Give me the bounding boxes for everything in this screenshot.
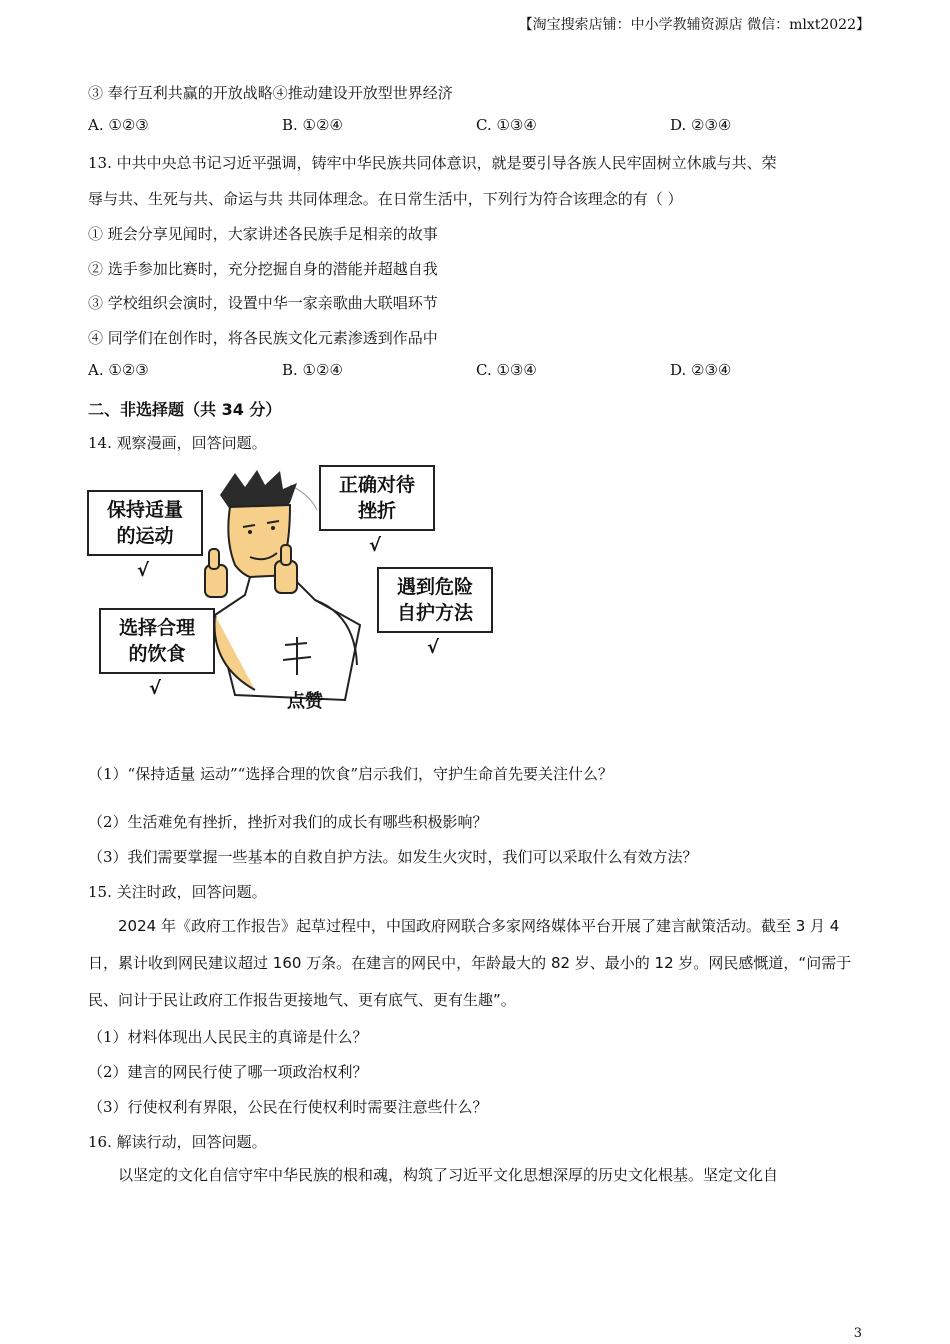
- q15-material: 2024 年《政府工作报告》起草过程中，中国政府网联合多家网络媒体平台开展了建言献策活动。截至 3 月 4 日，累计收到网民建议超过 160 万条。在建言的网民中，年龄最大的 82 岁、最小的 12 岁。网民感慨道，“问需于民、问计于民让政府工作报告更接地气、更有底气、更有生趣”。: [88, 917, 852, 1009]
- q16-material: 以坚定的文化自信守牢中华民族的根和魂，构筑了习近平文化思想深厚的历史文化根基。坚定文化自: [118, 1166, 779, 1184]
- q13-options: [88, 361, 868, 379]
- q15-question-1: （1）材料体现出人民民主的真谛是什么？: [88, 1028, 368, 1046]
- check-mark-3: √: [427, 637, 440, 658]
- page-header: 【淘宝搜索店铺：中小学教辅资源店 微信：mlxt2022】: [518, 17, 870, 33]
- q12-item-cont: ③ 奉行互利共赢的开放战略④推动建设开放型世界经济: [88, 84, 453, 102]
- q13-stem-line2: 辱与共、生死与共、命运与共 共同体理念。在日常生活中，下列行为符合该理念的有（ ）: [88, 190, 683, 208]
- bubble-setback: 正确对待 挫折: [319, 465, 435, 531]
- cartoon-caption: 点赞: [287, 691, 323, 712]
- check-mark-1: √: [137, 560, 150, 581]
- q12-option-a[interactable]: A. ①②③: [88, 116, 149, 134]
- q14-question-1: （1）“保持适量 运动”“选择合理的饮食”启示我们，守护生命首先要关注什么？: [88, 765, 613, 783]
- q15-question-3: （3）行使权利有界限，公民在行使权利时需要注意些什么？: [88, 1098, 488, 1116]
- cartoon-illustration: [85, 465, 505, 720]
- check-mark-2: √: [369, 535, 382, 556]
- q12-option-d[interactable]: D. ②③④: [670, 116, 732, 134]
- q13-option-a[interactable]: A. ①②③: [88, 361, 149, 379]
- bubble-safety: 遇到危险 自护方法: [377, 567, 493, 633]
- q12-option-b[interactable]: B. ①②④: [282, 116, 343, 134]
- q14-question-3: （3）我们需要掌握一些基本的自救自护方法。如发生火灾时，我们可以采取什么有效方法？: [88, 848, 698, 866]
- q12-option-c[interactable]: C. ①③④: [476, 116, 537, 134]
- q13-item-2: ② 选手参加比赛时，充分挖掘自身的潜能并超越自我: [88, 260, 438, 278]
- q13-item-3: ③ 学校组织会演时，设置中华一家亲歌曲大联唱环节: [88, 294, 438, 312]
- page-number: 3: [853, 1326, 862, 1341]
- bubble-exercise: 保持适量 的运动: [87, 490, 203, 556]
- q13-option-b[interactable]: B. ①②④: [282, 361, 343, 379]
- q13-item-1: ① 班会分享见闻时，大家讲述各民族手足相亲的故事: [88, 225, 438, 243]
- q15-stem: 15. 关注时政，回答问题。: [88, 883, 267, 901]
- q16-stem: 16. 解读行动，回答问题。: [88, 1133, 267, 1151]
- bubble-diet: 选择合理 的饮食: [99, 608, 215, 674]
- q15-question-2: （2）建言的网民行使了哪一项政治权利？: [88, 1063, 368, 1081]
- q13-option-c[interactable]: C. ①③④: [476, 361, 537, 379]
- q13-option-d[interactable]: D. ②③④: [670, 361, 732, 379]
- q12-options: [88, 116, 868, 134]
- section-title: 二、非选择题（共 34 分）: [88, 400, 282, 419]
- q14-question-2: （2）生活难免有挫折，挫折对我们的成长有哪些积极影响？: [88, 813, 488, 831]
- q13-item-4: ④ 同学们在创作时，将各民族文化元素渗透到作品中: [88, 329, 438, 347]
- check-mark-4: √: [149, 678, 162, 699]
- q13-stem-line1: 13. 中共中央总书记习近平强调，铸牢中华民族共同体意识，就是要引导各族人民牢固树立休戚与共、荣: [88, 154, 777, 172]
- q14-stem: 14. 观察漫画，回答问题。: [88, 434, 267, 452]
